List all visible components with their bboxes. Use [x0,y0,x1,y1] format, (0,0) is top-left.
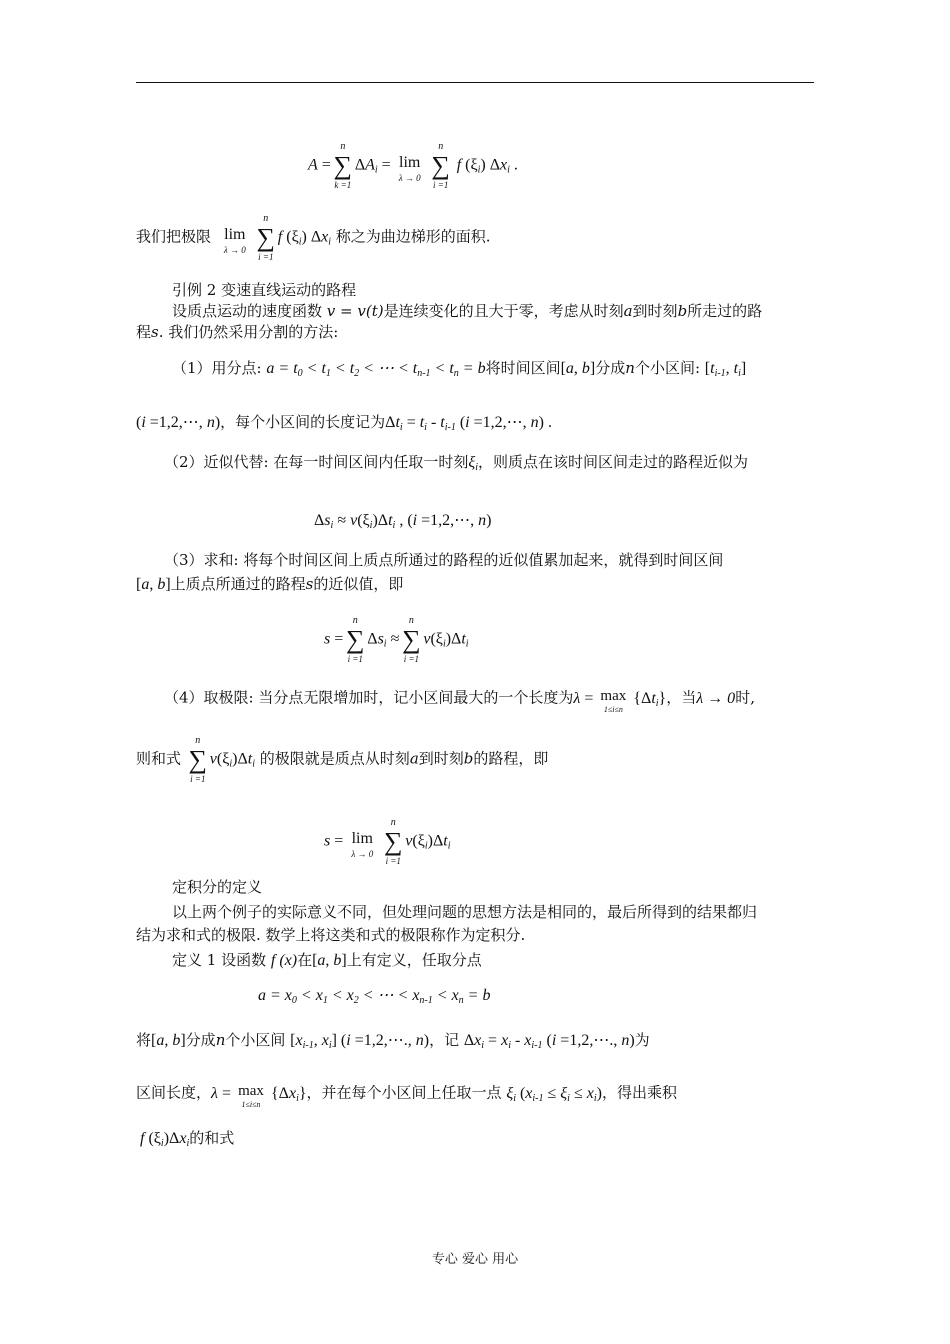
math-subinterval-x: [$x_{i-1}$, $x_i$] (i =1,2,⋯., n) [290,1032,430,1051]
math-interval-ab-3: [a, b] [312,952,347,969]
step3-line1: （3）求和: 将每个时间区间上质点所通过的路程的近似值累加起来，就得到时间区间 [164,551,724,569]
math-b: b [677,302,688,320]
formula-partition-x: $a = x_0 < x_1 < x_2$ < ⋯ < $x_{n-1} < x_n = b$ [258,987,491,1006]
example2-text-e: 程 [136,323,152,341]
example2-para-line2 [136,322,816,342]
example2-text-c: 到时刻 [632,302,678,320]
intro-text-tail: 称之为曲边梯形的面积. [335,227,491,246]
definition-text-i: 的和式 [189,1129,235,1147]
math-n-2: n [215,1031,226,1049]
step3-text-c: 的近似值，即 [313,575,404,593]
definition-text-h: ，得出乘积 [601,1083,677,1102]
math-s-2: s [305,575,314,593]
definition-text-d: ，记 [429,1031,460,1049]
math-a: a [623,302,633,320]
definition-text-g: ，并在每个小区间上任取一点 [306,1083,502,1102]
page-footer: 专心 爱心 用心 [431,1252,519,1267]
definition-text-f: 区间长度， [136,1083,212,1102]
definition-line-subintervals [136,1030,816,1056]
step4-text-b: ，当 [666,688,697,707]
formula-delta-s: $\Delta s_i \approx v(\xi_i)\Delta t_i$ , (i =1,2,⋯, n) [314,512,492,531]
definition-text-a: 将 [136,1031,152,1049]
math-s: s [151,323,159,341]
math-lambda-max-x: λ = max 1≤i≤n $\{\Delta x_i\}$ [211,1083,307,1109]
math-delta-t: $\Delta t_i = t_i - t_{i-1}$ (i =1,2,⋯, n) . [385,414,552,433]
definition1-text-b: 在 [297,951,313,969]
math-subinterval: [$t_{i-1}$, $t_i$] [704,360,747,379]
step2-tail: ，则质点在该时间区间走过的路程近似为 [478,453,749,471]
step1-text-d: 个小区间: [634,359,700,377]
math-lambda-max: λ = max 1≤i≤n $\{\Delta t_i\}$ [573,688,667,714]
formula-area-sum: A = n ∑ k =1 $\Delta A_i$ = lim λ → 0 n ∑ i =1 f $(\xi_i)$ $\Delta x_i$ . [308,141,518,190]
step2-line [164,452,748,478]
step1-text-b: 将时间区间 [485,359,561,377]
math-lambda-to-0: λ → 0 [696,689,736,707]
step3-line2 [136,574,816,595]
definition-text-e: 为 [634,1031,650,1049]
math-xi-range: $\xi_i$ $(x_{i-1} \le \xi_i \le x_i)$ [506,1084,602,1104]
definition1-text-c: 上有定义，任取分点 [346,951,482,969]
definition1-label: 定义 1 设函数 [172,951,267,969]
example2-text-d: 所走过的路 [687,302,763,320]
step4-label: （4）取极限: 当分点无限增加时，记小区间最大的一个长度为 [164,688,574,707]
definition-para-line2: 结为求和式的极限. 数学上将这类和式的极限称作为定积分. [136,926,526,944]
step1-text-e: ，每个小区间的长度记为 [220,413,386,431]
step1-label: （1）用分点: [172,359,262,377]
definition-line-product [140,1128,820,1154]
definition-text-c: 个小区间 [225,1031,286,1049]
definition-text-b: 分成 [185,1031,216,1049]
step4-text-c: 时, [735,688,755,707]
intro-text: 我们把极限 [136,227,212,246]
math-a-2: a [409,749,419,768]
math-product: f $(\xi_i)\Delta x_i$ [140,1130,190,1149]
intro-line [136,213,816,262]
step4-text-e: 的极限就是质点从时刻 [259,749,410,768]
step4-line1 [164,683,755,715]
math-interval-ab-4: [a, b] [151,1032,186,1049]
step4-line2 [136,735,816,784]
example2-text-b: 是连续变化的且大于零，考虑从时刻 [383,302,624,320]
step4-text-f: 到时刻 [418,749,464,768]
step4-text-g: 的路程，即 [473,749,549,768]
step2-label: （2）近似代替: 在每一时间区间内任取一时刻 [164,453,469,471]
math-partition: $a = t_0 < t_1 < t_2$ < ⋯ < $t_{n-1} < t_n = b$ [266,360,486,379]
math-v: v = v(t) [322,302,384,320]
formula-sum-s: s = n ∑ i =1 $\Delta s_i$ ≈ n ∑ i =1 $v(\xi_i)\Delta t_i$ [324,615,469,664]
math-xi: $\xi_i$ [468,454,479,473]
definition-heading: 定积分的定义 [172,878,263,896]
math-n: n [625,359,635,377]
step1-line2 [136,412,816,438]
math-fx: f (x) [270,952,298,969]
definition1-line [172,950,482,971]
example2-para-line1 [172,301,762,321]
header-rule [136,82,814,83]
example2-text-f: . 我们仍然采用分割的方法: [158,323,339,341]
formula-limit-s: s = lim λ → 0 n ∑ i =1 $v(\xi_i)\Delta t_i$ [324,817,451,866]
example2-text-a: 设质点运动的速度函数 [172,302,323,320]
math-delta-x: $\Delta x_i = x_i - x_{i-1}$ (i =1,2,⋯., n) [463,1032,635,1051]
step3-text-b: 上质点所通过的路程 [170,575,306,593]
math-index-range: (i =1,2,⋯, n) [136,414,221,431]
step4-text-d: 则和式 [136,749,182,768]
math-interval-ab: [a, b] [560,360,596,377]
step1-line1 [172,358,746,384]
math-sum-v: n ∑ i =1 $v(\xi_i)\Delta t_i$ [188,735,256,784]
step1-text-c: 分成 [595,359,626,377]
math-b-2: b [463,749,474,768]
definition-line-length [136,1078,816,1110]
example2-heading: 引例 2 变速直线运动的路程 [172,281,357,299]
formula-limit-sum: lim λ → 0 n ∑ i =1 f $(\xi_i)$ $\Delta x_i$ [223,213,332,262]
definition-para-line1: 以上两个例子的实际意义不同，但处理问题的思想方法是相同的，最后所得到的结果都归 [172,903,758,921]
math-interval-ab-2: [a, b] [136,576,171,593]
